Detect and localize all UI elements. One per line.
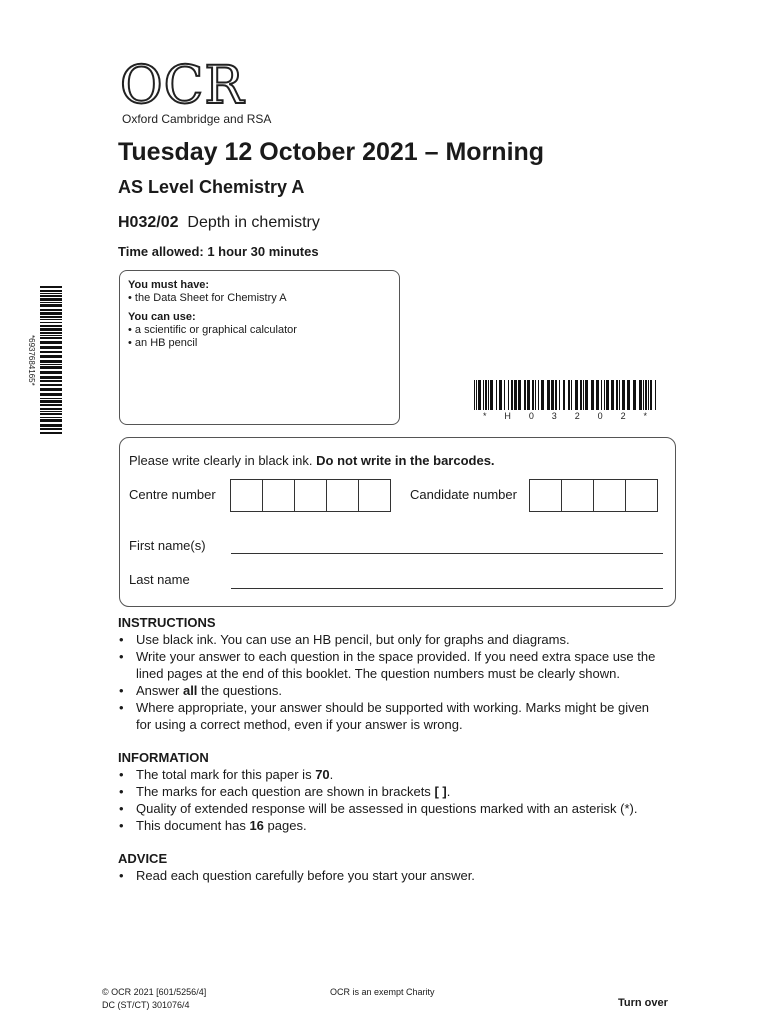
write-clearly-note	[129, 453, 495, 468]
exam-level: AS Level Chemistry A	[118, 177, 305, 197]
instructions-list	[118, 631, 658, 733]
first-name-label: First name(s)	[129, 538, 206, 553]
horizontal-barcode	[474, 380, 656, 410]
must-have-heading: You must have:	[128, 279, 210, 291]
candidate-number-field[interactable]	[529, 479, 657, 512]
turn-over-text: Turn over	[618, 997, 668, 1009]
centre-number-label: Centre number	[129, 487, 216, 502]
barcode-digit: H	[504, 411, 511, 421]
must-have-text: the Data Sheet for Chemistry A	[134, 292, 287, 304]
exam-date-title: Tuesday 12 October 2021 – Morning	[118, 138, 545, 166]
vertical-barcode	[40, 286, 62, 434]
barcode-digit: 0	[528, 411, 534, 421]
information-item: • This document has 16 pages.	[118, 817, 678, 834]
horizontal-barcode-digits	[474, 411, 656, 421]
dc-code-text: DC (ST/CT) 301076/4	[102, 1000, 190, 1010]
barcode-digit: 2	[574, 411, 580, 421]
note-bold-text: Do not write in the barcodes.	[316, 453, 495, 468]
barcode-digit: *	[482, 411, 487, 421]
barcode-digit: 0	[597, 411, 603, 421]
advice-list	[118, 867, 658, 884]
last-name-line[interactable]	[231, 588, 663, 589]
centre-number-cell[interactable]	[358, 479, 391, 512]
can-use-text: a scientific or graphical calculator	[134, 324, 297, 336]
instruction-item: • Where appropriate, your answer should be supported with working. Marks might be given for using a correct method, even if your answer is wrong.	[118, 699, 658, 733]
candidate-number-label: Candidate number	[410, 487, 517, 502]
copyright-text: © OCR 2021 [601/5256/4]	[102, 987, 207, 997]
candidate-number-cell[interactable]	[529, 479, 562, 512]
information-item: • The marks for each question are shown in brackets [ ].	[118, 783, 678, 800]
centre-number-field[interactable]	[230, 479, 390, 512]
information-item: • Quality of extended response will be assessed in questions marked with an asterisk (*).	[118, 800, 678, 817]
can-use-item: • a scientific or graphical calculator	[128, 324, 297, 336]
centre-number-cell[interactable]	[262, 479, 295, 512]
charity-text: OCR is an exempt Charity	[330, 987, 435, 997]
requirements-box	[119, 270, 400, 425]
vertical-barcode-digits: *6937684165*	[27, 334, 36, 386]
instructions-heading: INSTRUCTIONS	[118, 615, 216, 630]
paper-title: Depth in chemistry	[187, 214, 320, 231]
note-text: Please write clearly in black ink.	[129, 453, 317, 468]
centre-number-cell[interactable]	[326, 479, 359, 512]
instruction-item: • Answer all the questions.	[118, 682, 658, 699]
candidate-number-cell[interactable]	[561, 479, 594, 512]
barcode-digit: *	[643, 411, 648, 421]
candidate-number-cell[interactable]	[625, 479, 658, 512]
information-list	[118, 766, 678, 834]
first-name-line[interactable]	[231, 553, 663, 554]
paper-code: H032/02	[118, 214, 179, 231]
last-name-label: Last name	[129, 572, 190, 587]
advice-heading: ADVICE	[118, 851, 168, 866]
barcode-digit: 2	[620, 411, 626, 421]
barcode-digit: 3	[551, 411, 557, 421]
centre-number-cell[interactable]	[230, 479, 263, 512]
must-have-item: • the Data Sheet for Chemistry A	[128, 292, 287, 304]
information-heading: INFORMATION	[118, 750, 209, 765]
can-use-item: • an HB pencil	[128, 337, 198, 349]
logo-subtitle: Oxford Cambridge and RSA	[122, 112, 272, 126]
time-allowed: Time allowed: 1 hour 30 minutes	[118, 244, 319, 259]
can-use-heading: You can use:	[128, 311, 196, 323]
advice-item: • Read each question carefully before you start your answer.	[118, 867, 658, 884]
paper-code-line	[118, 214, 320, 232]
candidate-number-cell[interactable]	[593, 479, 626, 512]
centre-number-cell[interactable]	[294, 479, 327, 512]
instruction-item: • Use black ink. You can use an HB pencil, but only for graphs and diagrams.	[118, 631, 658, 648]
ocr-logo: OCR	[120, 56, 245, 116]
instruction-item: • Write your answer to each question in the space provided. If you need extra space use the lined pages at the end of this booklet. The question numbers must be clearly shown.	[118, 648, 658, 682]
information-item: • The total mark for this paper is 70.	[118, 766, 678, 783]
can-use-text: an HB pencil	[134, 337, 198, 349]
